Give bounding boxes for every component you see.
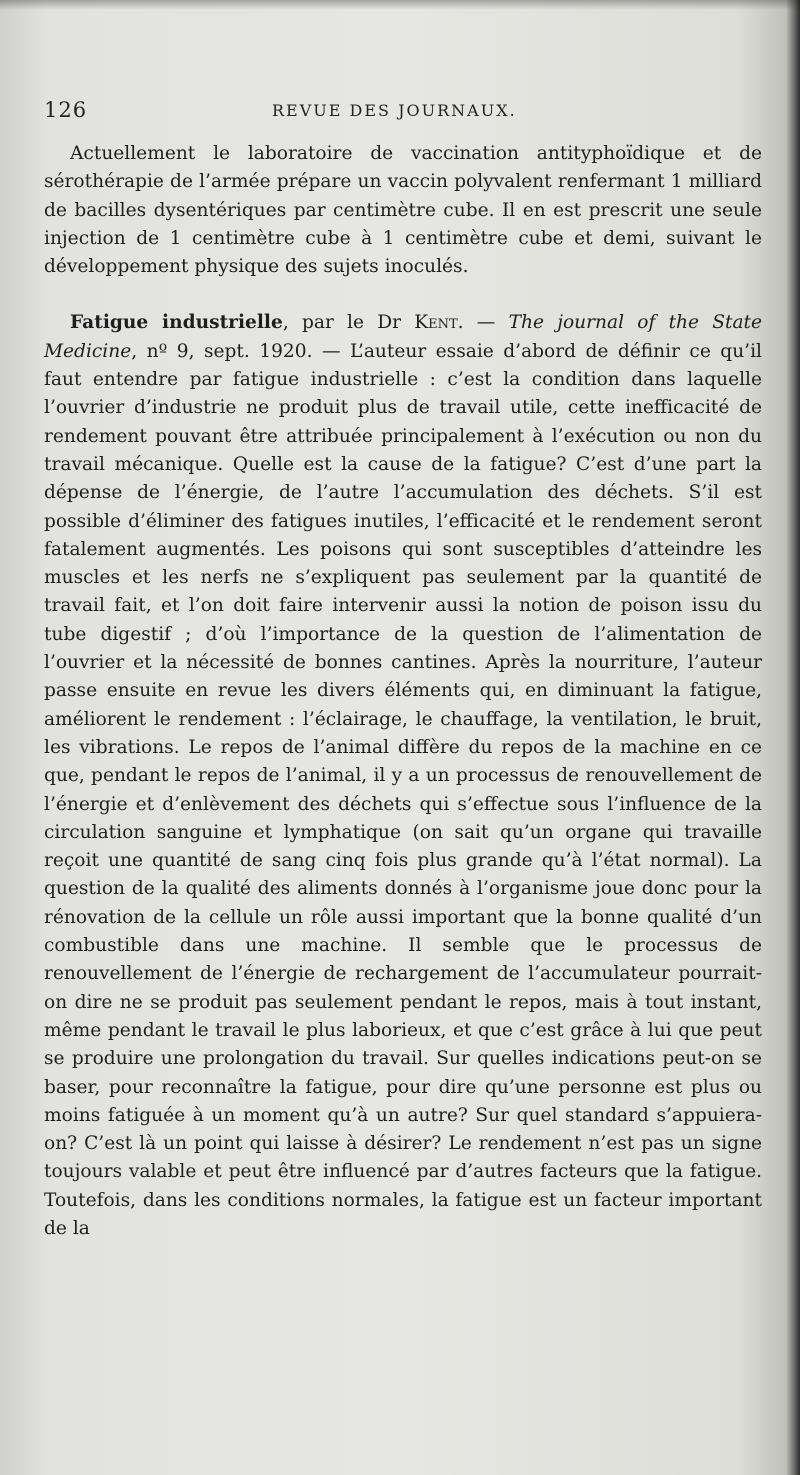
article-body [44,140,762,1243]
paragraph-vaccination: Actuellement le laboratoire de vaccination antityphoïdique et de sérothérapie de l’armée prépare un vaccin polyvalent renfermant 1 milliard de bacilles dysentériques par centimètre cube. Il en est prescrit une seule injection de 1 centimètre cube à 1 centimètre cube et demi, suivant le développement physique des sujets inoculés. [44,143,762,278]
byline-prefix: , par le Dr [282,312,415,334]
page-top-shadow [0,0,800,10]
page-number: 126 [44,98,88,122]
byline-dash: . — [457,312,509,334]
page-binding-shadow [786,0,800,1475]
journal-name: The journal of the State Medicine [44,312,763,362]
author-name: Kent [414,312,458,334]
paragraph-fatigue-industrielle [44,309,762,1243]
running-head: REVUE DES JOURNAUX. [272,101,517,120]
page-header [44,98,760,128]
article-title: Fatigue industrielle [70,312,283,334]
citation: , nº 9, sept. 1920. — [131,340,351,362]
paragraph-body: L’auteur essaie d’abord de définir ce qu’il faut entendre par fatigue industrielle : c’est la condition dans laquelle l’ouvrier d’industrie ne produit plus de travail utile, cette inefficacité de rendement pouvant être attribuée principalement à l’exécution ou non du travail mécanique. Quelle est la cause de la fatigue? C’est d’une part la dépense de l’énergie, de l’autre l’accumulation des déchets. S’il est possible d’éliminer des fatigues inutiles, l’efficacité et le rendement seront fatalement augmentés. Les poisons qui sont susceptibles d’atteindre les muscles et les nerfs ne s’expliquent pas seulement par la quantité de travail fait, et l’on doit faire intervenir aussi la notion de poison issu du tube digestif ; d’où l’importance de la question de l’alimentation de l’ouvrier et la nécessité de bonnes cantines. Après la nourriture, l’auteur passe ensuite en revue les divers éléments qui, en diminuant la fatigue, améliorent le rendement : l’éclairage, le chauffage, la ventilation, le bruit, les vibrations. Le repos de l’animal diffère du repos de la machine en ce que, pendant le repos de l’animal, il y a un processus de renouvellement de l’énergie et d’enlèvement des déchets qui s’effectue sous l’influence de la circulation sanguine et lymphatique (on sait qu’un organe qui travaille reçoit une quantité de sang cinq fois plus grande qu’à l’état normal). La question de la qualité des aliments donnés à l’organisme joue donc pour la rénovation de la cellule un rôle aussi important que la bonne qualité d’un combustible dans une machine. Il semble que le processus de renouvellement de l’énergie de rechargement de l’accumulateur pourrait-on dire ne se produit pas seulement pendant le repos, mais à tout instant, même pendant le travail le plus laborieux, et que c’est grâce à lui que peut se produire une prolongation du travail. Sur quelles indications peut-on se baser, pour reconnaître la fatigue, pour dire qu’une personne est plus ou moins fatiguée à un moment qu’à un autre? Sur quel standard s’appuiera-on? C’est là un point qui laisse à désirer? Le rendement n’est pas un signe toujours valable et peut être influencé par d’autres facteurs que la fatigue. Toutefois, dans les conditions normales, la fatigue est un facteur important de la [44,340,762,1239]
